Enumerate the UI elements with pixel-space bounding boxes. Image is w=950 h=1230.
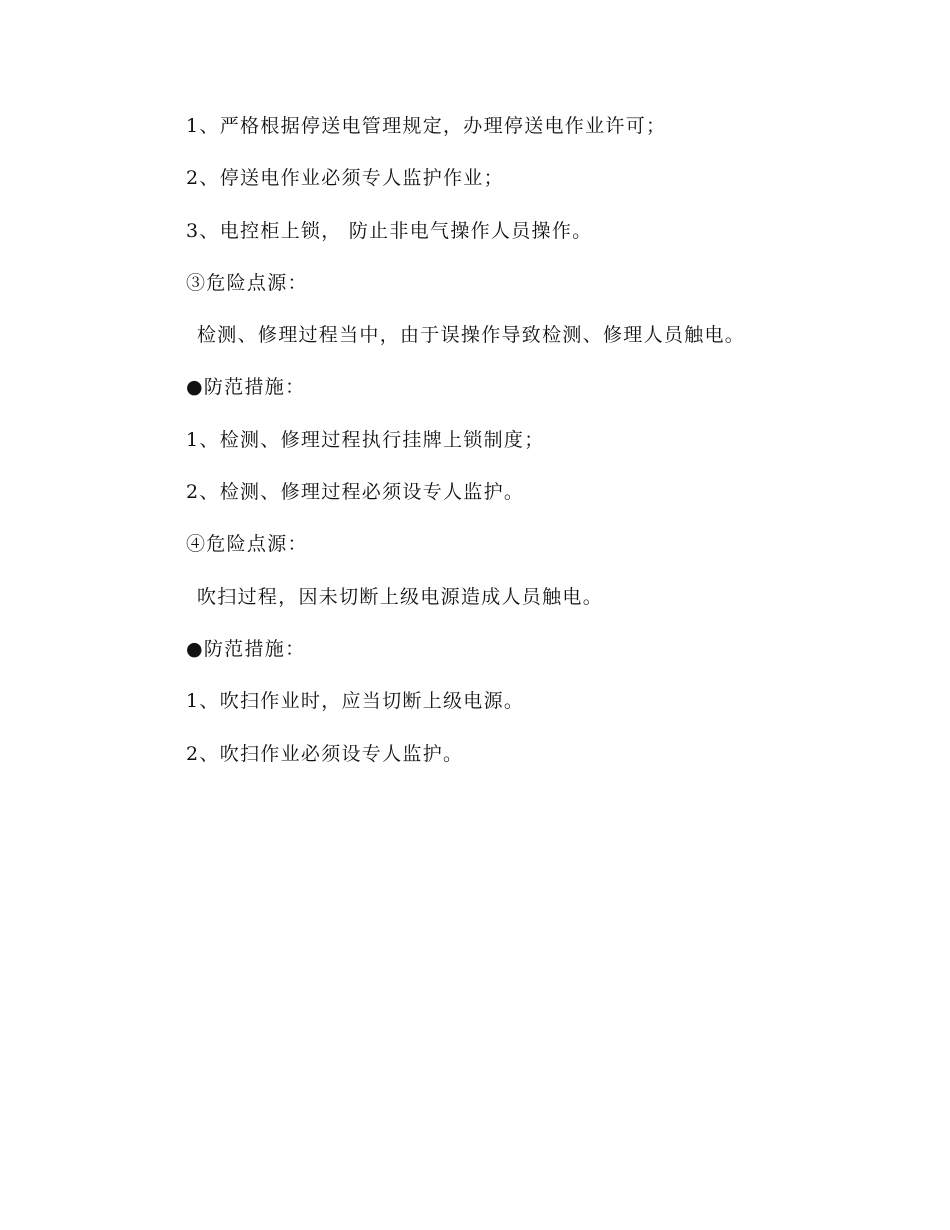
prevention-heading-1: ●防范措施： — [186, 376, 306, 399]
prevention-heading-2: ●防范措施： — [186, 637, 306, 660]
prevention-item-2: 2、检测、修理过程必须设专人监护。 — [186, 481, 525, 504]
text-line-1: 1、严格根据停送电管理规定，办理停送电作业许可； — [186, 115, 667, 137]
text-line-3: 3、电控柜上锁， 防止非电气操作人员操作。 — [186, 219, 593, 242]
hazard-heading-4: ④危险点源： — [186, 533, 308, 556]
hazard-description-3: 检测、修理过程当中，由于误操作导致检测、修理人员触电。 — [197, 324, 746, 347]
document-body — [186, 111, 886, 791]
hazard-description-4: 吹扫过程，因未切断上级电源造成人员触电。 — [197, 585, 604, 608]
prevention-item-3: 1、吹扫作业时，应当切断上级电源。 — [186, 690, 525, 713]
text-line-2: 2、停送电作业必须专人监护作业； — [186, 167, 504, 190]
hazard-heading-3: ③危险点源： — [186, 271, 308, 294]
prevention-item-4: 2、吹扫作业必须设专人监护。 — [186, 742, 464, 765]
prevention-item-1: 1、检测、修理过程执行挂牌上锁制度； — [186, 428, 545, 451]
